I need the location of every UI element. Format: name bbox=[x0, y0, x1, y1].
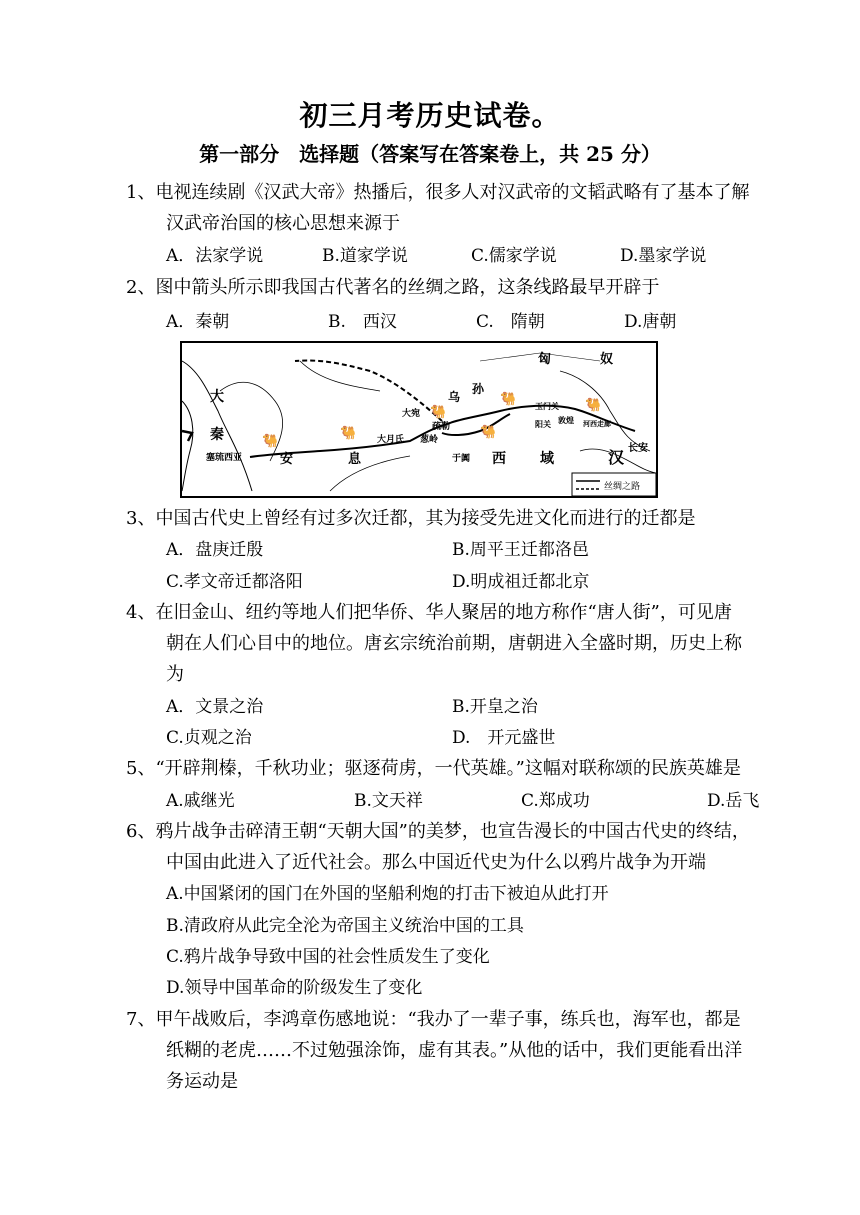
question-2-option-b[interactable]: B. 西汉 bbox=[328, 312, 397, 332]
question-2-line-1: 2、图中箭头所示即我国古代著名的丝绸之路，这条线路最早开辟于 bbox=[126, 277, 660, 298]
map-label: 奴 bbox=[600, 351, 614, 366]
question-5-option-a[interactable]: A.戚继光 bbox=[166, 791, 235, 811]
map-label: 葱岭 bbox=[420, 434, 439, 444]
map-label: 孙 bbox=[472, 382, 485, 396]
map-label: 玉门关 bbox=[535, 402, 559, 411]
question-7-line-2: 纸糊的老虎……不过勉强涂饰，虚有其表。”从他的话中，我们更能看出洋 bbox=[166, 1040, 743, 1061]
question-1-option-d[interactable]: D.墨家学说 bbox=[620, 246, 707, 266]
silk-road-map bbox=[180, 341, 658, 498]
question-7-line-3: 务运动是 bbox=[166, 1071, 238, 1092]
question-3-option-c[interactable]: C.孝文帝迁都洛阳 bbox=[166, 572, 303, 592]
map-label: 大月氏 bbox=[377, 434, 405, 444]
question-1-option-c[interactable]: C.儒家学说 bbox=[471, 246, 557, 266]
question-4-line-2: 朝在人们心目中的地位。唐玄宗统治前期，唐朝进入全盛时期，历史上称 bbox=[166, 633, 742, 654]
question-6-option-d[interactable]: D.领导中国革命的阶级发生了变化 bbox=[166, 978, 423, 998]
camel-icon: 🐫 bbox=[340, 426, 357, 441]
question-5-option-d[interactable]: D.岳飞 bbox=[707, 791, 760, 811]
question-2-option-d[interactable]: D.唐朝 bbox=[624, 312, 677, 332]
legend-label: 丝绸之路 bbox=[604, 481, 641, 491]
question-3-option-d[interactable]: D.明成祖迁都北京 bbox=[452, 572, 590, 592]
camel-icon: 🐫 bbox=[430, 405, 447, 420]
map-label: 西 bbox=[492, 450, 506, 466]
map-label: 域 bbox=[540, 450, 554, 466]
map-label: 疏勒 bbox=[432, 421, 451, 431]
question-4-line-1: 4、在旧金山、纽约等地人们把华侨、华人聚居的地方称作“唐人街”，可见唐 bbox=[126, 602, 732, 623]
question-6-option-b[interactable]: B.清政府从此完全沦为帝国主义统治中国的工具 bbox=[166, 916, 524, 936]
map-label: 长安 bbox=[628, 443, 648, 454]
map-label: 乌 bbox=[448, 390, 461, 404]
question-7-line-1: 7、甲午战败后，李鸿章伤感地说：“我办了一辈子事，练兵也，海军也，都是 bbox=[126, 1009, 741, 1030]
camel-icon: 🐫 bbox=[480, 425, 497, 440]
section-heading: 第一部分 选择题（答案写在答案卷上，共 25 分） bbox=[199, 142, 661, 166]
map-label: 汉 bbox=[608, 450, 625, 467]
question-4-option-a[interactable]: A．文景之治 bbox=[166, 697, 264, 717]
question-4-line-3: 为 bbox=[166, 664, 184, 685]
question-4-option-b[interactable]: B.开皇之治 bbox=[452, 697, 538, 717]
map-label: 河西走廊 bbox=[583, 421, 611, 428]
map-label: 于阗 bbox=[452, 453, 471, 463]
map-label: 秦 bbox=[210, 426, 224, 442]
map-label: 匈 bbox=[538, 351, 552, 366]
question-3-line-1: 3、中国古代史上曾经有过多次迁都，其为接受先进文化而进行的迁都是 bbox=[126, 508, 696, 529]
map-label: 敦煌 bbox=[558, 416, 574, 425]
question-2-option-a[interactable]: A．秦朝 bbox=[166, 312, 230, 332]
question-3-option-b[interactable]: B.周平王迁都洛邑 bbox=[452, 540, 589, 560]
question-6-option-c[interactable]: C.鸦片战争导致中国的社会性质发生了变化 bbox=[166, 947, 490, 967]
exam-title: 初三月考历史试卷。 bbox=[299, 99, 561, 132]
question-5-option-b[interactable]: B.文天祥 bbox=[354, 791, 423, 811]
camel-icon: 🐫 bbox=[262, 434, 279, 449]
question-5-line-1: 5、“开辟荆榛，千秋功业；驱逐荷虏，一代英雄。”这幅对联称颂的民族英雄是 bbox=[126, 758, 741, 779]
map-label: 大宛 bbox=[402, 408, 421, 418]
map-label: 安 bbox=[280, 451, 294, 466]
map-label: 息 bbox=[348, 451, 362, 466]
question-5-option-c[interactable]: C.郑成功 bbox=[521, 791, 590, 811]
question-2-option-c[interactable]: C. 隋朝 bbox=[476, 312, 545, 332]
question-1-line-2: 汉武帝治国的核心思想来源于 bbox=[166, 213, 400, 234]
question-6-line-1: 6、鸦片战争击碎清王朝“天朝大国”的美梦，也宣告漫长的中国古代史的终结， bbox=[126, 821, 750, 842]
question-6-line-2: 中国由此进入了近代社会。那么中国近代史为什么以鸦片战争为开端 bbox=[166, 852, 706, 873]
camel-icon: 🐫 bbox=[585, 398, 602, 413]
question-6-option-a[interactable]: A.中国紧闭的国门在外国的坚船利炮的打击下被迫从此打开 bbox=[166, 884, 609, 904]
question-4-option-d[interactable]: D. 开元盛世 bbox=[452, 728, 556, 748]
question-1-line-1: 1、电视连续剧《汉武大帝》热播后，很多人对汉武帝的文韬武略有了基本了解 bbox=[126, 182, 750, 203]
camel-icon: 🐫 bbox=[500, 392, 517, 407]
question-1-option-b[interactable]: B.道家学说 bbox=[322, 246, 408, 266]
map-label: 大 bbox=[210, 388, 224, 404]
question-1-option-a[interactable]: A．法家学说 bbox=[166, 246, 264, 266]
question-4-option-c[interactable]: C.贞观之治 bbox=[166, 728, 252, 748]
map-label: 塞琉西亚 bbox=[206, 452, 243, 462]
map-label: 阳关 bbox=[535, 420, 551, 429]
question-3-option-a[interactable]: A．盘庚迁殷 bbox=[166, 540, 264, 560]
